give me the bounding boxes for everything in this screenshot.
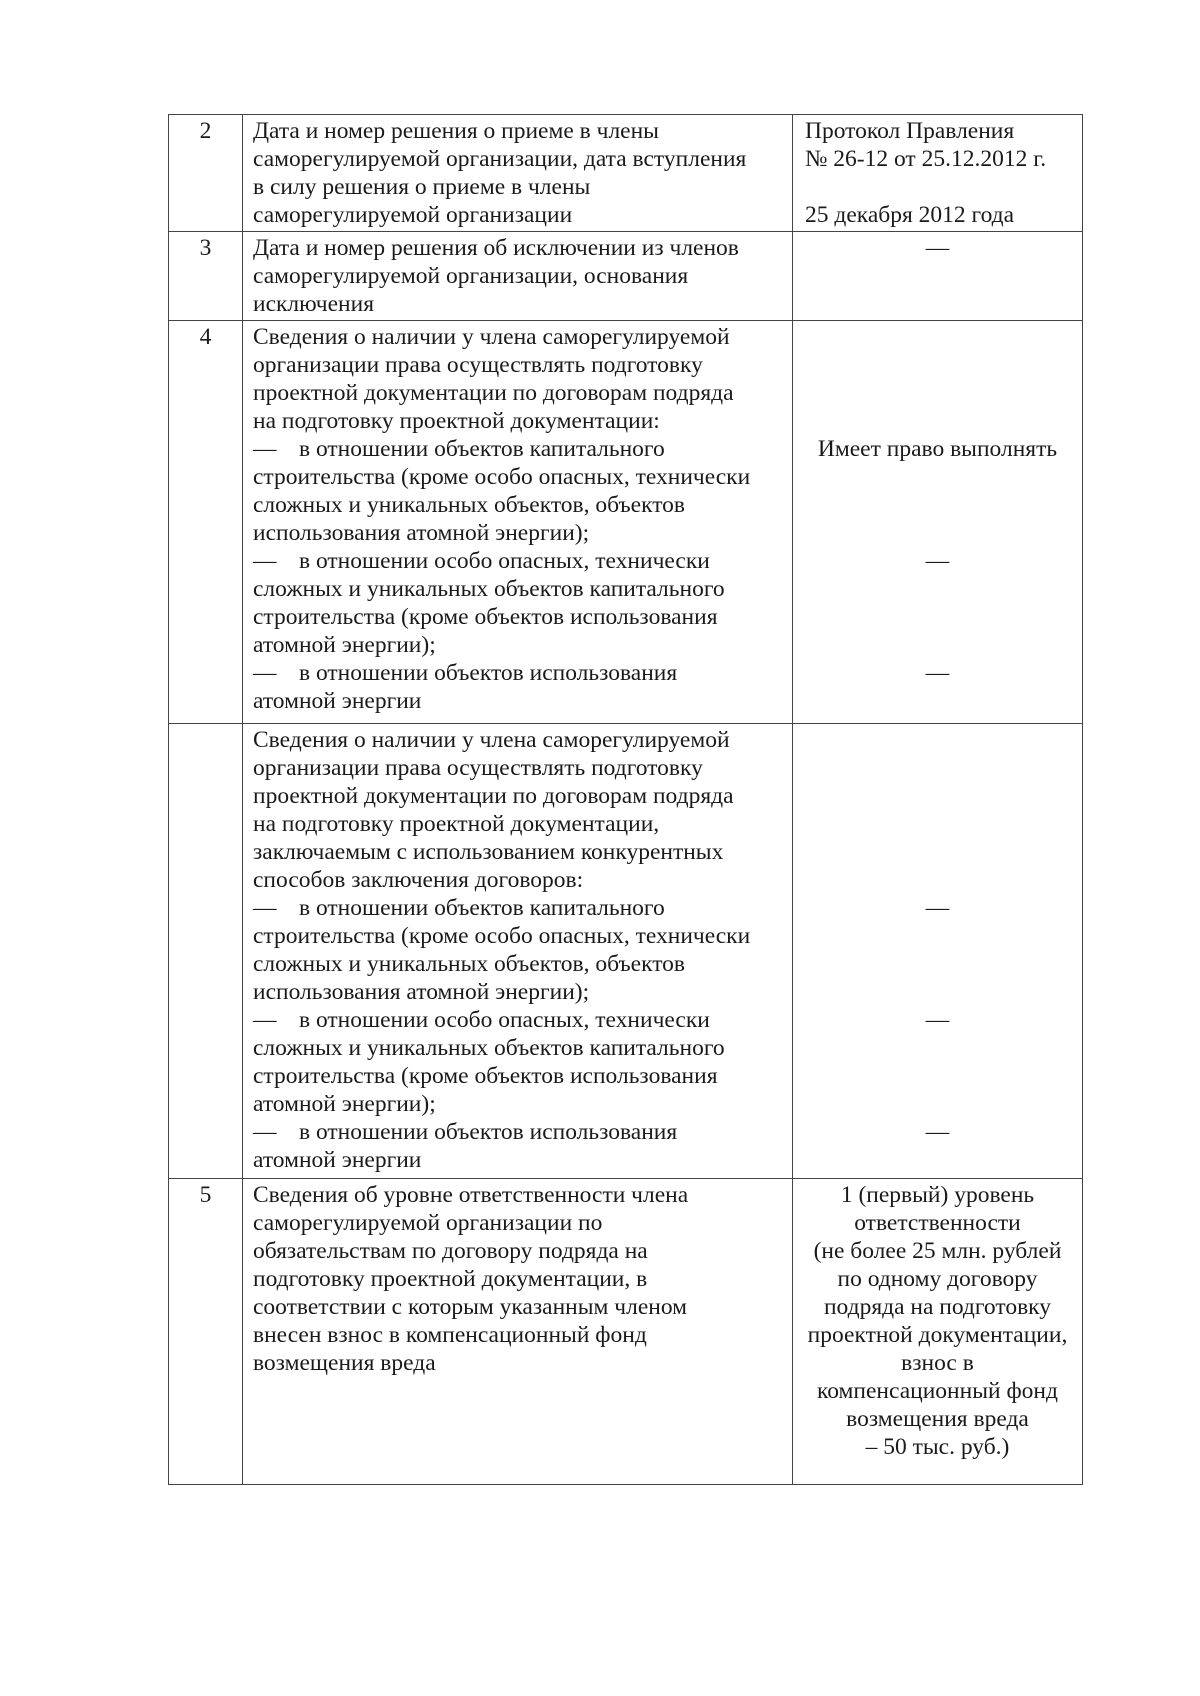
value-line: — [925,548,950,574]
value-line: № 26-12 от 25.12.2012 г. [805,146,1047,172]
value-line: ответственности [854,1210,1021,1236]
intro-line: Сведения о наличии у члена саморегулируемой [253,324,730,350]
item-line: строительства (кроме объектов использования [253,1063,718,1089]
row-value [793,724,1083,1179]
list-item [253,659,782,687]
table-row [169,115,1083,232]
value-line: — [925,660,950,686]
item-dash: — [253,1007,277,1033]
item-dash: — [253,895,277,921]
item-line: строительства (кроме особо опасных, технически [253,923,751,949]
item-dash: — [253,548,277,574]
item-line: в отношении особо опасных, технически [299,548,710,574]
intro-line: проектной документации по договорам подряда [253,380,734,406]
value-line: — [925,895,950,921]
list-item [253,894,782,922]
row-label [243,321,793,724]
value-line: проектной документации, [807,1322,1068,1348]
label-line: подготовку проектной документации, в [253,1266,648,1292]
list-item [253,435,782,463]
label-line: обязательствам по договору подряда на [253,1238,648,1264]
item-line: в отношении объектов использования [299,660,678,686]
item-line: атомной энергии [253,1147,422,1173]
table-row [169,232,1083,321]
item-dash: — [253,436,277,462]
item-line: сложных и уникальных объектов капитального [253,576,725,602]
list-item [253,1118,782,1146]
value-line: по одному договору [837,1266,1038,1292]
label-line: внесен взнос в компенсационный фонд [253,1322,647,1348]
row-label [243,724,793,1179]
value-line: — [925,1007,950,1033]
row-value: — [793,232,1083,321]
value-line: Протокол Правления [805,118,1015,144]
table-row [169,321,1083,724]
intro-line: на подготовку проектной документации, [253,811,660,837]
value-line: компенсационный фонд [817,1378,1058,1404]
item-line: в отношении объектов капитального [299,436,665,462]
item-line: атомной энергии); [253,632,436,658]
intro-line: заключаемым с использованием конкурентных [253,839,724,865]
value-line: 25 декабря 2012 года [805,202,1015,228]
label-line: саморегулируемой организации по [253,1210,603,1236]
row-number: 3 [169,232,243,321]
label-line: Дата и номер решения о приеме в члены [253,118,659,144]
row-number [169,724,243,1179]
intro-line: организации права осуществлять подготовку [253,352,703,378]
item-dash: — [253,660,277,686]
value-line: Имеет право выполнять [817,436,1058,462]
item-line: атомной энергии); [253,1091,436,1117]
item-line: сложных и уникальных объектов, объектов [253,492,686,518]
item-line: в отношении особо опасных, технически [299,1007,710,1033]
row-number: 5 [169,1179,243,1485]
item-line: использования атомной энергии); [253,520,590,546]
value-line: подряда на подготовку [823,1294,1052,1320]
item-line: строительства (кроме особо опасных, технически [253,464,751,490]
item-line: атомной энергии [253,688,422,714]
intro-line: Сведения о наличии у члена саморегулируемой [253,727,730,753]
label-line: возмещения вреда [253,1350,436,1376]
value-line: — [925,1119,950,1145]
intro-line: организации права осуществлять подготовку [253,755,703,781]
row-label [243,115,793,232]
row-label [243,232,793,321]
item-line: в отношении объектов капитального [299,895,665,921]
list-item [253,547,782,575]
registry-table [168,114,1083,1485]
item-line: сложных и уникальных объектов капитального [253,1035,725,1061]
value-line: взнос в [901,1350,974,1376]
intro-line: способов заключения договоров: [253,867,584,893]
table-row [169,1179,1083,1485]
value-line: – 50 тыс. руб.) [865,1434,1010,1460]
label-line: саморегулируемой организации, дата вступления [253,146,747,172]
document-page [168,114,1082,1485]
label-line: в силу решения о приеме в члены [253,174,591,200]
row-value [793,115,1083,232]
item-line: сложных и уникальных объектов, объектов [253,951,686,977]
intro-line: проектной документации по договорам подряда [253,783,734,809]
spacer [805,173,1072,201]
row-value [793,321,1083,724]
label-line: Сведения об уровне ответственности члена [253,1182,689,1208]
item-line: в отношении объектов использования [299,1119,678,1145]
item-line: использования атомной энергии); [253,979,590,1005]
row-number: 2 [169,115,243,232]
label-line: Дата и номер решения об исключении из членов [253,235,739,261]
table-row [169,724,1083,1179]
list-item [253,1006,782,1034]
intro-line: на подготовку проектной документации: [253,408,660,434]
label-line: саморегулируемой организации, основания [253,263,689,289]
label-line: соответствии с которым указанным членом [253,1294,687,1320]
label-line: саморегулируемой организации [253,202,573,228]
item-dash: — [253,1119,277,1145]
value-line: возмещения вреда [846,1406,1029,1432]
row-number: 4 [169,321,243,724]
row-value [793,1179,1083,1485]
value-line: 1 (первый) уровень [840,1182,1035,1208]
value-line: (не более 25 млн. рублей [813,1238,1062,1264]
item-line: строительства (кроме объектов использования [253,604,718,630]
label-line: исключения [253,291,375,317]
row-label [243,1179,793,1485]
